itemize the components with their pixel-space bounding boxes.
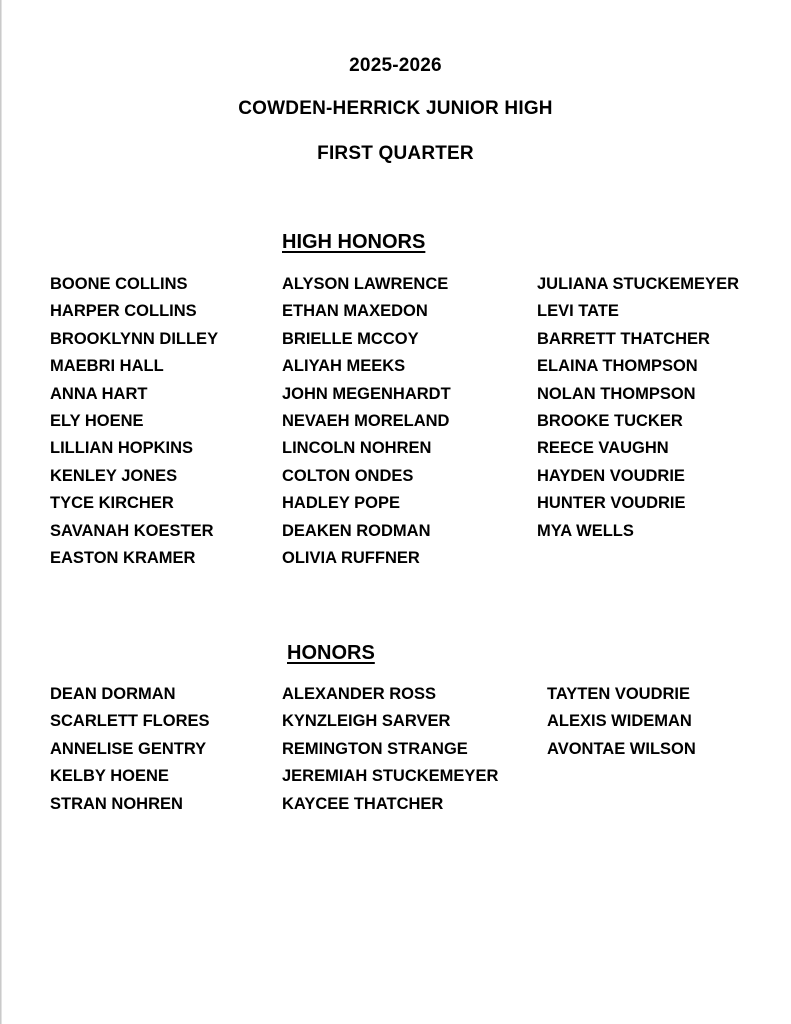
list-item: BROOKE TUCKER [537,411,683,430]
honors-column-1 [50,681,210,818]
list-item: BOONE COLLINS [50,275,188,293]
list-item: REECE VAUGHN [537,439,669,458]
list-item: JOHN MEGENHARDT [282,384,451,403]
high-honors-column-2 [282,271,451,572]
list-item: TYCE KIRCHER [50,494,174,513]
list-item: COLTON ONDES [282,466,414,485]
year-heading: 2025-2026 [349,55,442,76]
high-honors-title: HIGH HONORS [282,231,426,253]
list-item: LINCOLN NOHREN [282,439,432,458]
high-honors-column-1 [50,271,218,572]
list-item: ALIYAH MEEKS [282,357,406,376]
list-item: HARPER COLLINS [50,302,197,321]
list-item: BRIELLE MCCOY [282,329,419,348]
list-item: ANNELISE GENTRY [50,739,207,758]
list-item: ELY HOENE [50,411,144,430]
school-heading: COWDEN-HERRICK JUNIOR HIGH [238,98,553,119]
list-item: KENLEY JONES [50,466,178,485]
list-item: BARRETT THATCHER [537,329,710,348]
list-item: MYA WELLS [537,521,634,540]
honors-column-3 [547,681,696,763]
list-item: DEAKEN RODMAN [282,521,431,540]
list-item: NOLAN THOMPSON [537,384,696,403]
list-item: ELAINA THOMPSON [537,357,698,376]
list-item: ALEXIS WIDEMAN [547,712,692,731]
list-item: ETHAN MAXEDON [282,302,428,321]
list-item: DEAN DORMAN [50,685,176,703]
list-item: SCARLETT FLORES [50,712,210,731]
list-item: AVONTAE WILSON [547,739,696,758]
list-item: ALEXANDER ROSS [282,685,437,703]
list-item: JULIANA STUCKEMEYER [537,275,739,293]
list-item: HADLEY POPE [282,494,400,513]
honors-title: HONORS [287,642,375,664]
quarter-heading: FIRST QUARTER [317,143,474,164]
honors-column-2 [282,681,498,818]
list-item: ANNA HART [50,384,148,403]
list-item: OLIVIA RUFFNER [282,548,420,567]
list-item: NEVAEH MORELAND [282,411,450,430]
list-item: KAYCEE THATCHER [282,794,444,813]
list-item: SAVANAH KOESTER [50,521,214,540]
list-item: REMINGTON STRANGE [282,739,468,758]
list-item: ALYSON LAWRENCE [282,275,449,293]
list-item: JEREMIAH STUCKEMEYER [282,767,499,786]
list-item: KELBY HOENE [50,767,169,786]
list-item: KYNZLEIGH SARVER [282,712,451,731]
list-item: TAYTEN VOUDRIE [547,685,691,703]
list-item: MAEBRI HALL [50,357,164,376]
list-item: HAYDEN VOUDRIE [537,466,685,485]
list-item: EASTON KRAMER [50,548,196,567]
list-item: STRAN NOHREN [50,794,183,813]
list-item: HUNTER VOUDRIE [537,494,686,513]
list-item: LEVI TATE [537,302,619,321]
high-honors-column-3 [537,271,739,545]
list-item: BROOKLYNN DILLEY [50,329,219,348]
list-item: LILLIAN HOPKINS [50,439,193,458]
